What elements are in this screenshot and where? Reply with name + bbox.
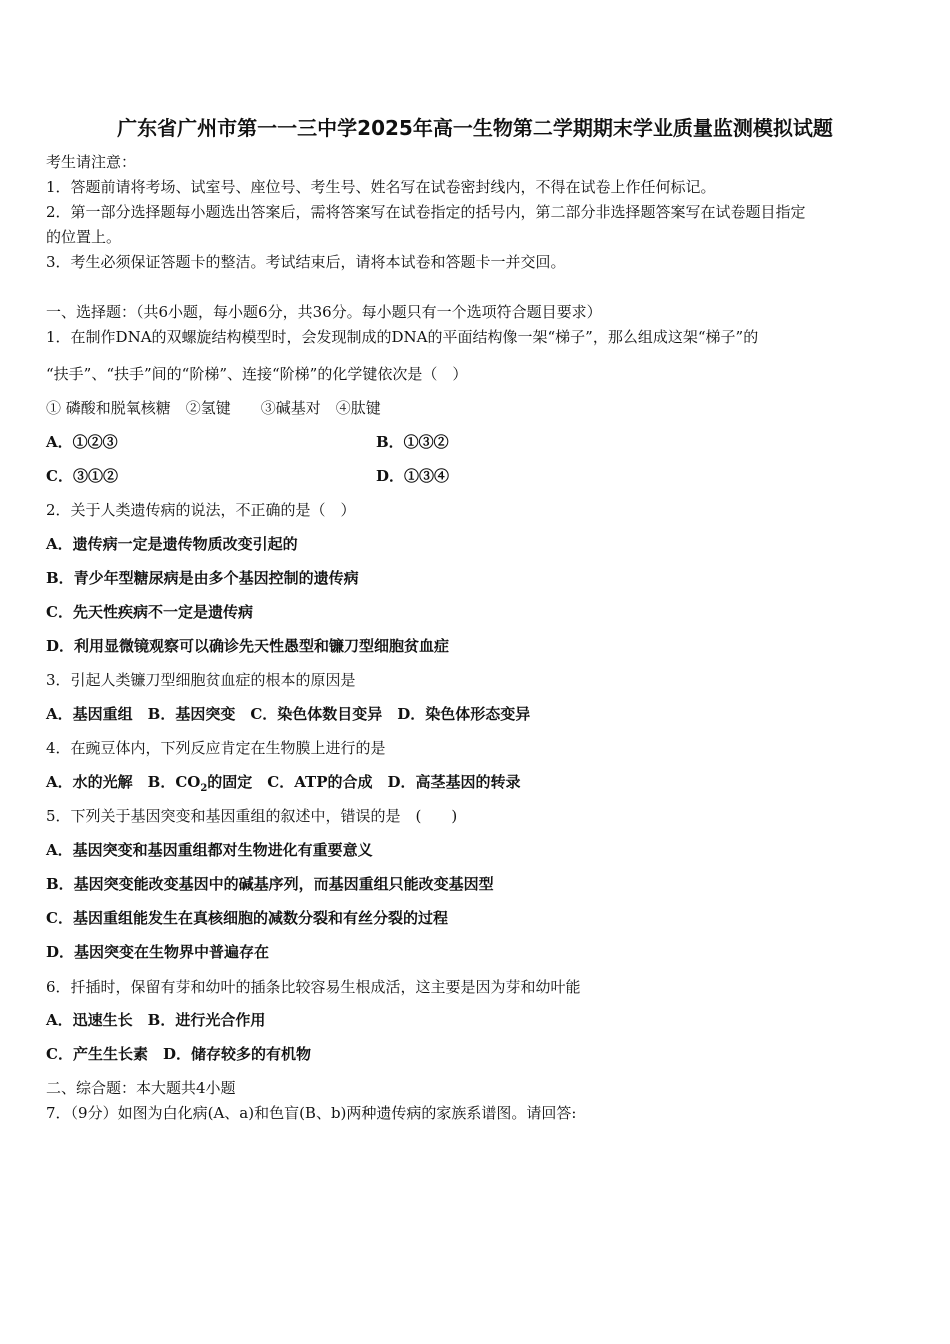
notice-item: 3．考生必须保证答题卡的整洁。考试结束后，请将本试卷和答题卡一并交回。 [46,253,566,271]
question-stem: 1．在制作DNA的双螺旋结构模型时，会发现制成的DNA的平面结构像一架“梯子”，那么组成这架“梯子”的 [46,328,759,346]
option-a: A．基因突变和基因重组都对生物进化有重要意义 [46,841,373,859]
option-b: B．青少年型糖尿病是由多个基因控制的遗传病 [46,569,359,587]
option-c: C．③①② [46,467,118,485]
section-heading: 一、选择题：（共6小题，每小题6分，共36分。每小题只有一个选项符合题目要求） [46,303,602,321]
options-rest: 的固定 C．ATP的合成 D．高茎基因的转录 [207,773,521,791]
question-stem: “扶手”、“扶手”间的“阶梯”、连接“阶梯”的化学键依次是（ ） [46,365,468,383]
question-stem: 5．下列关于基因突变和基因重组的叙述中，错误的是 ( ) [46,807,458,825]
notice-item: 2．第一部分选择题每小题选出答案后，需将答案写在试卷指定的括号内，第二部分非选择题答案写在试卷题目指定 [46,203,806,221]
option-b: B．基因突变能改变基因中的碱基序列，而基因重组只能改变基因型 [46,875,494,893]
option-b: B．①③② [376,433,449,451]
section-heading: 二、综合题：本大题共4小题 [46,1079,236,1097]
question-items: ① 磷酸和脱氧核糖 ②氢键 ③碱基对 ④肽键 [46,399,381,417]
option-d: D．①③④ [376,467,450,485]
options-row: A．迅速生长 B．进行光合作用 [46,1011,266,1029]
option-c: C．基因重组能发生在真核细胞的减数分裂和有丝分裂的过程 [46,909,448,927]
question-stem: 4．在豌豆体内，下列反应肯定在生物膜上进行的是 [46,739,386,757]
option-a-text: A．水的光解 B．CO [46,773,201,791]
option-d: D．利用显微镜观察可以确诊先天性愚型和镰刀型细胞贫血症 [46,637,450,655]
notice-heading: 考生请注意： [46,153,137,171]
question-stem: 6．扦插时，保留有芽和幼叶的插条比较容易生根成活，这主要是因为芽和幼叶能 [46,978,581,996]
options-row: C．产生生长素 D．储存较多的有机物 [46,1045,311,1063]
options-row [46,772,521,799]
notice-item: 1．答题前请将考场、试室号、座位号、考生号、姓名写在试卷密封线内，不得在试卷上作任何标记。 [46,178,716,196]
option-a: A．①②③ [46,433,118,451]
option-a: A．遗传病一定是遗传物质改变引起的 [46,535,298,553]
question-stem: 7．（9分）如图为白化病(A、a)和色盲(B、b)两种遗传病的家族系谱图。请回答: [46,1104,577,1122]
subscript: 2 [200,783,208,794]
page-title: 广东省广州市第一一三中学2025年高一生物第二学期期末学业质量监测模拟试题 [117,116,833,140]
option-c: C．先天性疾病不一定是遗传病 [46,603,253,621]
notice-item: 的位置上。 [46,228,122,246]
options-row: A．基因重组 B．基因突变 C．染色体数目变异 D．染色体形态变异 [46,705,531,723]
question-stem: 2．关于人类遗传病的说法，不正确的是（ ） [46,501,356,519]
option-d: D．基因突变在生物界中普遍存在 [46,943,270,961]
question-stem: 3．引起人类镰刀型细胞贫血症的根本的原因是 [46,671,356,689]
